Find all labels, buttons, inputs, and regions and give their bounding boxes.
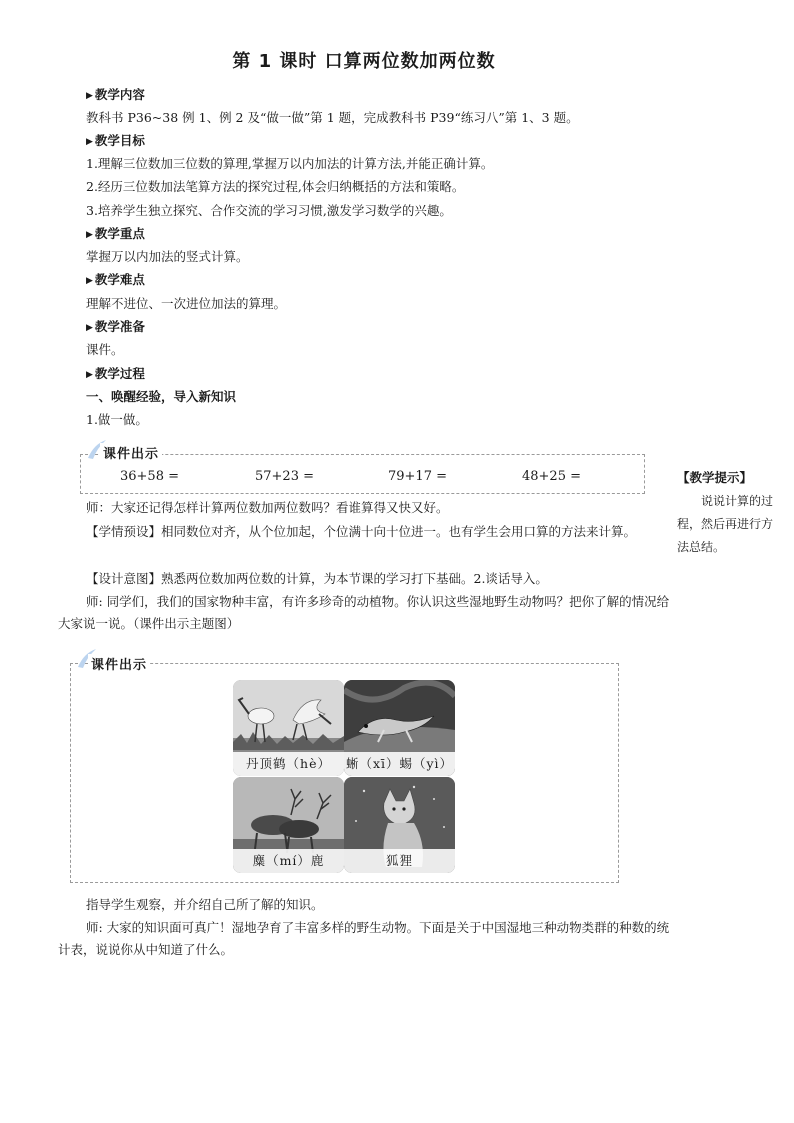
presupposition-text: 【学情预设】相同数位对齐，从个位加起，个位满十向十位进一。也有学生会用口算的方法来计算。	[86, 524, 637, 539]
triangle-bullet-icon: ▶	[86, 137, 93, 147]
triangle-bullet-icon: ▶	[86, 91, 93, 101]
deer-photo	[233, 777, 344, 873]
goal-2: 2.经历三位数加法笔算方法的探究过程,体会归纳概括的方法和策略。	[86, 179, 465, 194]
heading-key-label: 教学重点	[94, 226, 145, 241]
heading-prep-label: 教学准备	[94, 319, 145, 334]
tip-body	[677, 490, 777, 559]
tip-title: 【教学提示】	[677, 470, 753, 485]
guide-line	[58, 894, 670, 916]
heading-content-label: 教学内容	[94, 87, 145, 102]
photo-caption: 狐狸	[344, 849, 455, 873]
tip-body-text: 说说计算的过程，然后再进行方法总结。	[677, 494, 774, 554]
teacher-line-3	[58, 917, 670, 961]
step-1-sub: 1.做一做。	[86, 412, 148, 427]
triangle-bullet-icon: ▶	[86, 230, 93, 240]
prep-text: 课件。	[86, 342, 124, 357]
content-text: 教科书 P36~38 例 1、例 2 及“做一做”第 1 题，完成教科书 P39“练习八”第 1、3 题。	[86, 110, 579, 125]
difficulty-text: 理解不进位、一次进位加法的算理。	[86, 296, 287, 311]
triangle-bullet-icon: ▶	[86, 370, 93, 380]
goal-3: 3.培养学生独立探究、合作交流的学习习惯,激发学习数学的兴趣。	[86, 203, 452, 218]
guide-line-text: 指导学生观察，并介绍自己所了解的知识。	[86, 897, 324, 912]
heading-key	[86, 225, 145, 245]
teacher-line-3-text: 师: 大家的知识面可真广！湿地孕育了丰富多样的野生动物。下面是关于中国湿地三种动物类群的种数的统计表，说说你从中知道了什么。	[58, 920, 670, 957]
heading-prep	[86, 318, 145, 338]
fox-photo	[344, 777, 455, 873]
calc-item: 79+17 =	[388, 469, 448, 484]
design-intent	[58, 568, 670, 590]
photo-caption: 蜥（xī）蜴（yì）	[344, 752, 455, 776]
key-text: 掌握万以内加法的竖式计算。	[86, 249, 249, 264]
step-1-heading: 一、唤醒经验，导入新知识	[86, 389, 237, 404]
heading-difficulty	[86, 271, 145, 291]
teacher-line-2	[58, 591, 670, 635]
calc-item: 36+58 =	[120, 469, 180, 484]
courseware-label: 课件出示	[100, 443, 162, 462]
heading-difficulty-label: 教学难点	[94, 272, 145, 287]
calc-item: 57+23 =	[255, 469, 315, 484]
triangle-bullet-icon: ▶	[86, 276, 93, 286]
presupposition	[58, 521, 670, 543]
photo-caption: 丹顶鹤（hè）	[233, 752, 344, 776]
page-title: 第 1 课时 口算两位数加两位数	[232, 51, 496, 72]
teacher-line-1	[58, 497, 670, 519]
lizard-photo	[344, 680, 455, 776]
goal-1: 1.理解三位数加三位数的算理,掌握万以内加法的计算方法,并能正确计算。	[86, 156, 494, 171]
teacher-line-1-text: 师：大家还记得怎样计算两位数加两位数吗？看谁算得又快又好。	[86, 500, 449, 515]
courseware-label-2: 课件出示	[88, 654, 150, 673]
photo-caption: 麋（mí）鹿	[233, 849, 344, 873]
design-intent-text: 【设计意图】熟悉两位数加两位数的计算，为本节课的学习打下基础。2.谈话导入。	[86, 571, 548, 586]
heading-goals-label: 教学目标	[94, 133, 145, 148]
teacher-line-2-text: 师: 同学们，我们的国家物种丰富，有许多珍奇的动植物。你认识这些湿地野生动物吗？把你了解的情况给大家说一说。（课件出示主题图）	[58, 594, 670, 631]
triangle-bullet-icon: ▶	[86, 323, 93, 333]
heading-process-label: 教学过程	[94, 366, 145, 381]
heading-process	[86, 365, 145, 385]
heading-goals	[86, 132, 145, 152]
calc-item: 48+25 =	[522, 469, 582, 484]
crane-photo	[233, 680, 344, 776]
heading-content	[86, 86, 145, 106]
